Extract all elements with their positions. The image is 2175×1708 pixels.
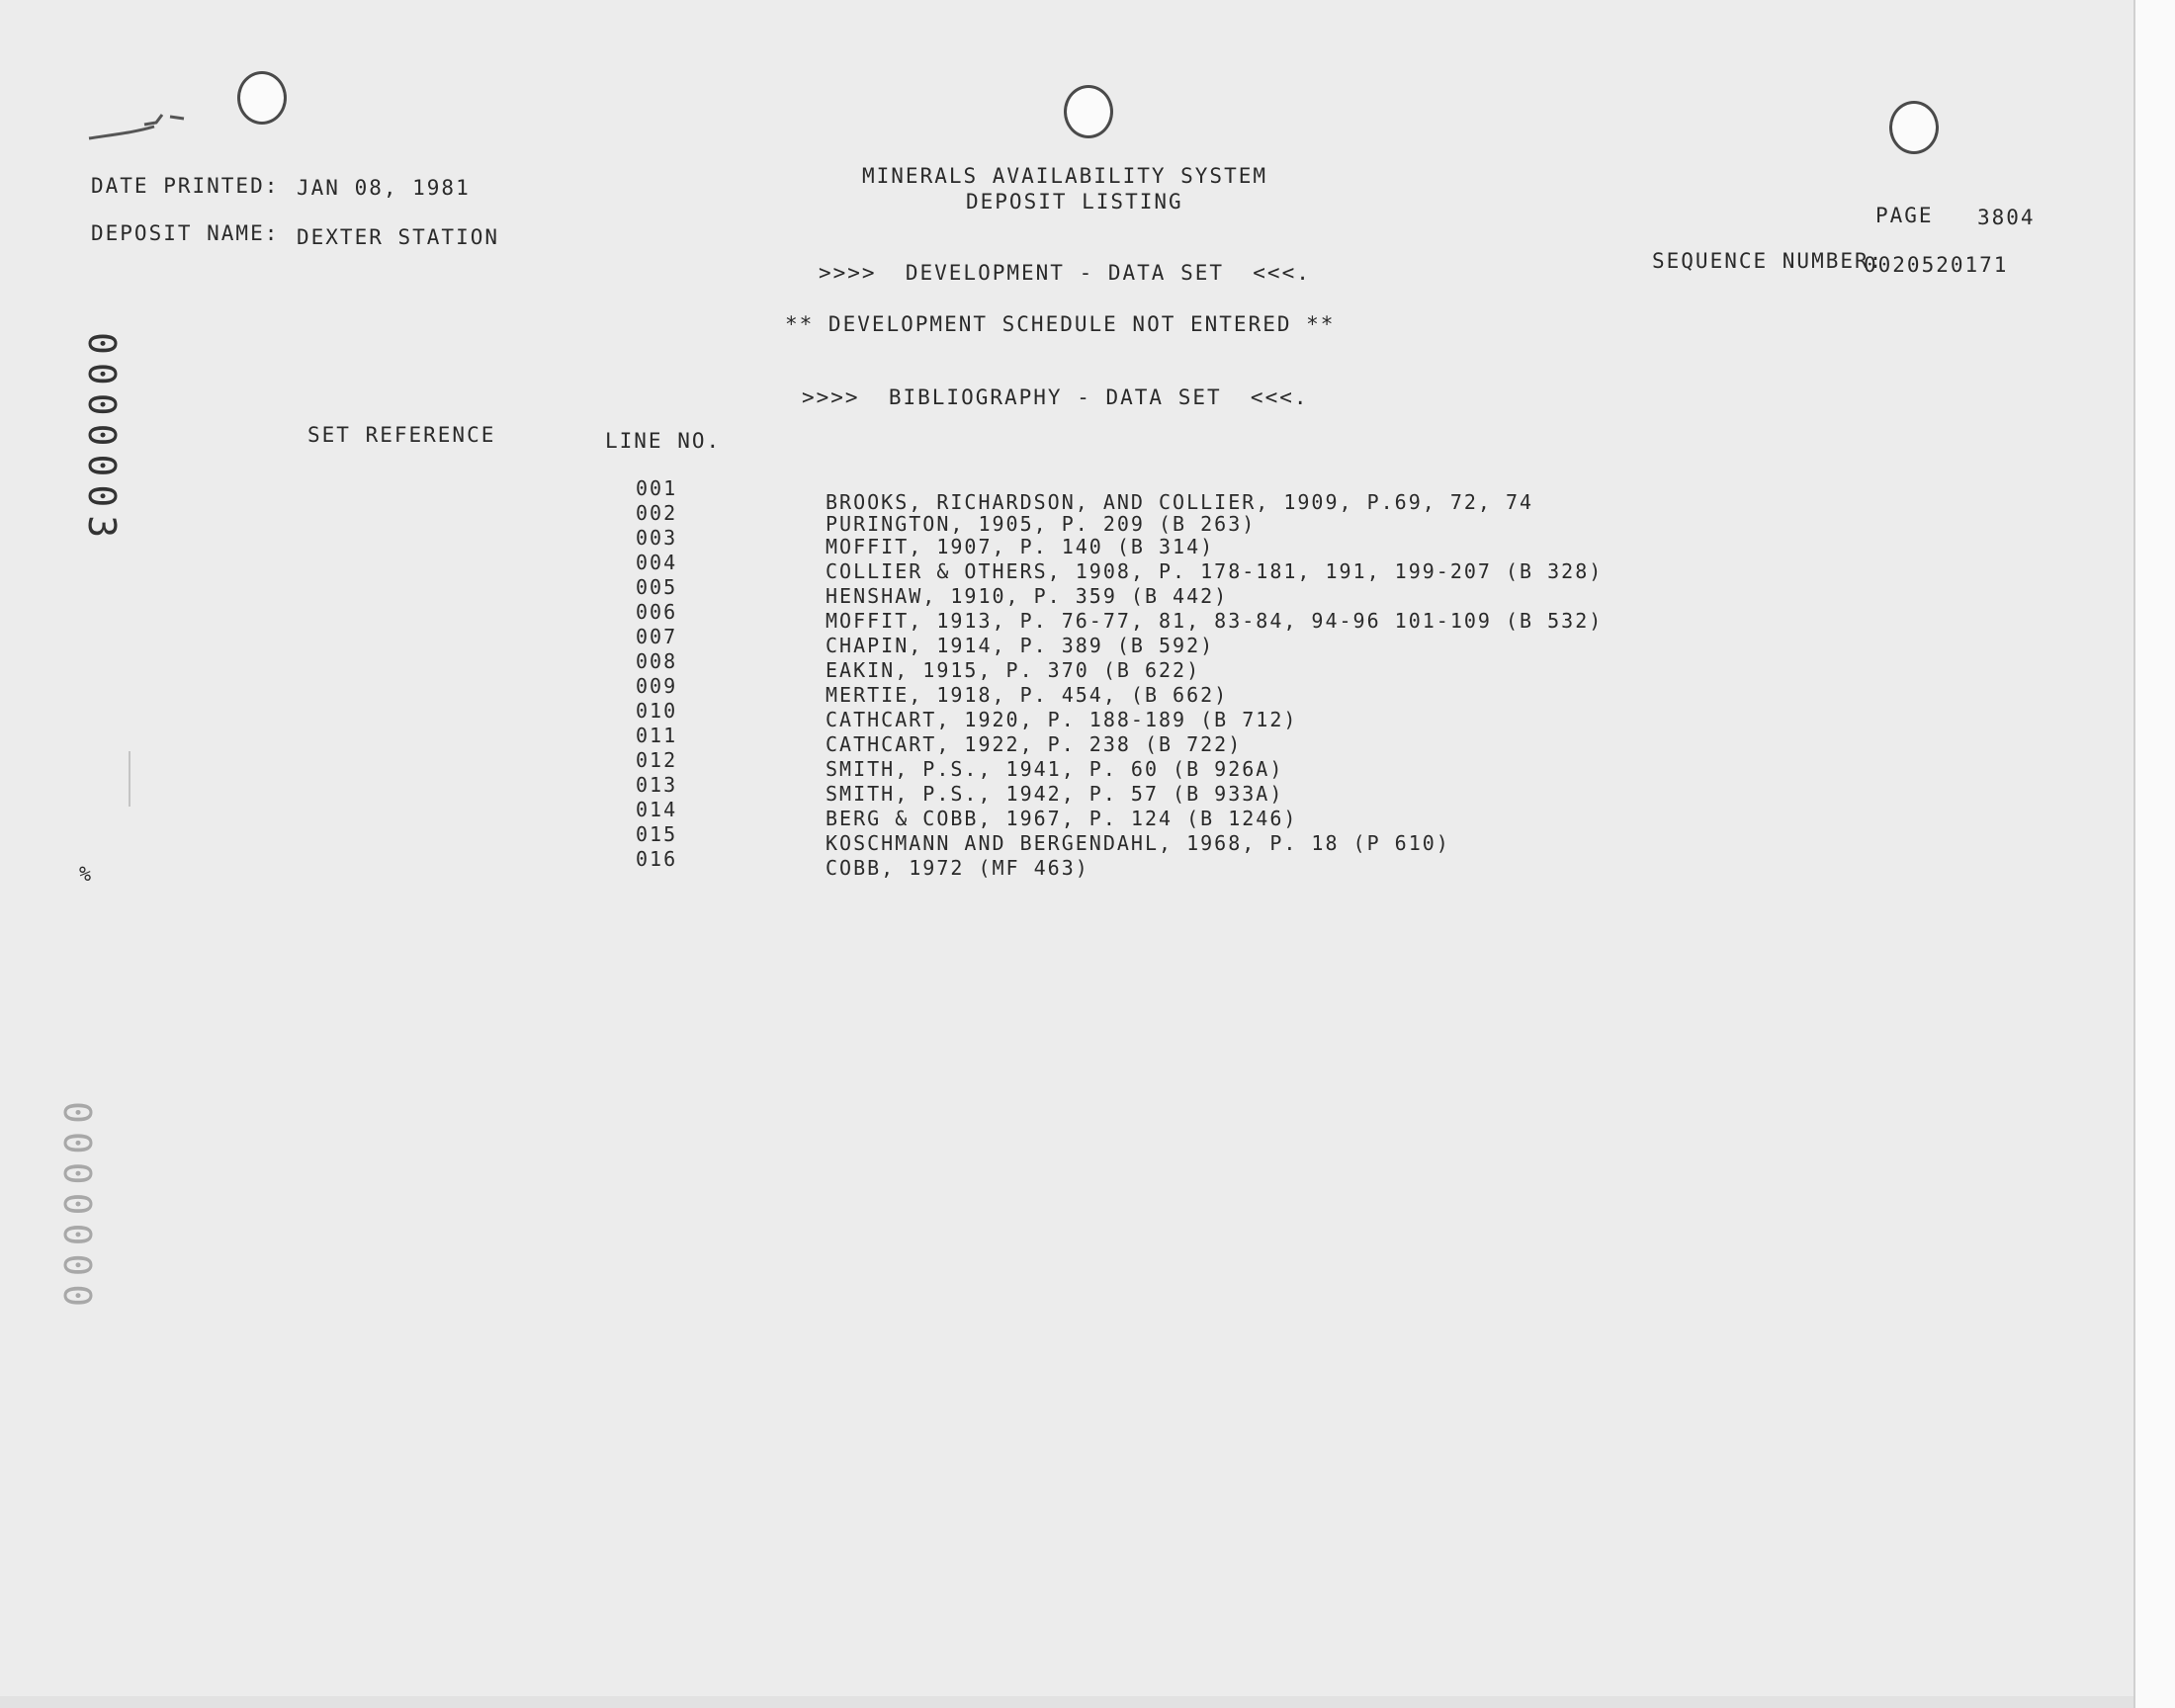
line-number: 001 (636, 476, 678, 500)
scan-bottom-edge (0, 1696, 2133, 1708)
line-number: 010 (636, 699, 678, 723)
line-number: 007 (636, 625, 678, 648)
line-number: 003 (636, 526, 678, 550)
bibliography-reference: MERTIE, 1918, P. 454, (B 662) (826, 683, 1229, 707)
bibliography-reference: CATHCART, 1920, P. 188-189 (B 712) (826, 708, 1298, 731)
frame-number-top: 0000003 (80, 332, 124, 547)
line-number: 006 (636, 600, 678, 624)
bibliography-reference: MOFFIT, 1913, P. 76-77, 81, 83-84, 94-96 101-109 (B 532) (826, 609, 1604, 633)
line-number: 004 (636, 551, 678, 574)
line-number: 013 (636, 773, 678, 797)
development-heading: >>>> DEVELOPMENT - DATA SET <<<. (819, 261, 1311, 285)
punch-hole-left (237, 71, 287, 125)
line-number: 011 (636, 724, 678, 747)
line-number: 014 (636, 798, 678, 821)
page-number: 3804 (1977, 206, 2036, 229)
punch-hole-center (1064, 85, 1113, 138)
bibliography-reference: COLLIER & OTHERS, 1908, P. 178-181, 191, 199-207 (B 328) (826, 559, 1604, 583)
deposit-name-value: DEXTER STATION (297, 225, 500, 249)
scan-artifact-line (129, 751, 130, 807)
bibliography-reference: CHAPIN, 1914, P. 389 (B 592) (826, 634, 1215, 657)
date-printed-value: JAN 08, 1981 (297, 176, 471, 200)
listing-title: DEPOSIT LISTING (966, 190, 1183, 214)
bibliography-reference: SMITH, P.S., 1941, P. 60 (B 926A) (826, 757, 1284, 781)
bibliography-reference: BERG & COBB, 1967, P. 124 (B 1246) (826, 807, 1298, 830)
line-number: 002 (636, 501, 678, 525)
line-number: 015 (636, 822, 678, 846)
system-title: MINERALS AVAILABILITY SYSTEM (862, 164, 1268, 188)
percent-mark: % (79, 862, 94, 886)
bibliography-reference: COBB, 1972 (MF 463) (826, 856, 1089, 880)
line-number: 012 (636, 748, 678, 772)
bibliography-heading: >>>> BIBLIOGRAPHY - DATA SET <<<. (802, 385, 1309, 409)
line-number: 005 (636, 575, 678, 599)
line-number: 009 (636, 674, 678, 698)
bibliography-reference: KOSCHMANN AND BERGENDAHL, 1968, P. 18 (P 610) (826, 831, 1450, 855)
deposit-name-label: DEPOSIT NAME: (91, 221, 280, 245)
punch-hole-right (1889, 101, 1939, 154)
bibliography-reference: SMITH, P.S., 1942, P. 57 (B 933A) (826, 782, 1284, 806)
frame-number-bottom: 0000000 (55, 1101, 99, 1316)
set-reference-header: SET REFERENCE (307, 423, 496, 447)
bibliography-reference: CATHCART, 1922, P. 238 (B 722) (826, 732, 1243, 756)
paper-right-edge (2133, 0, 2175, 1708)
sequence-number-value: 0020520171 (1864, 253, 2009, 277)
bibliography-reference: HENSHAW, 1910, P. 359 (B 442) (826, 584, 1229, 608)
bibliography-reference: MOFFIT, 1907, P. 140 (B 314) (826, 535, 1215, 558)
page-label: PAGE (1875, 204, 1934, 227)
date-printed-label: DATE PRINTED: (91, 174, 280, 198)
pen-mark-icon (85, 105, 194, 144)
bibliography-reference: BROOKS, RICHARDSON, AND COLLIER, 1909, P.69, 72, 74 (826, 490, 1534, 514)
bibliography-reference: PURINGTON, 1905, P. 209 (B 263) (826, 512, 1257, 536)
line-no-header: LINE NO. (605, 429, 722, 453)
line-number: 008 (636, 649, 678, 673)
line-number: 016 (636, 847, 678, 871)
bibliography-reference: EAKIN, 1915, P. 370 (B 622) (826, 658, 1201, 682)
development-note: ** DEVELOPMENT SCHEDULE NOT ENTERED ** (785, 312, 1336, 336)
sequence-number-label: SEQUENCE NUMBER: (1652, 249, 1884, 273)
